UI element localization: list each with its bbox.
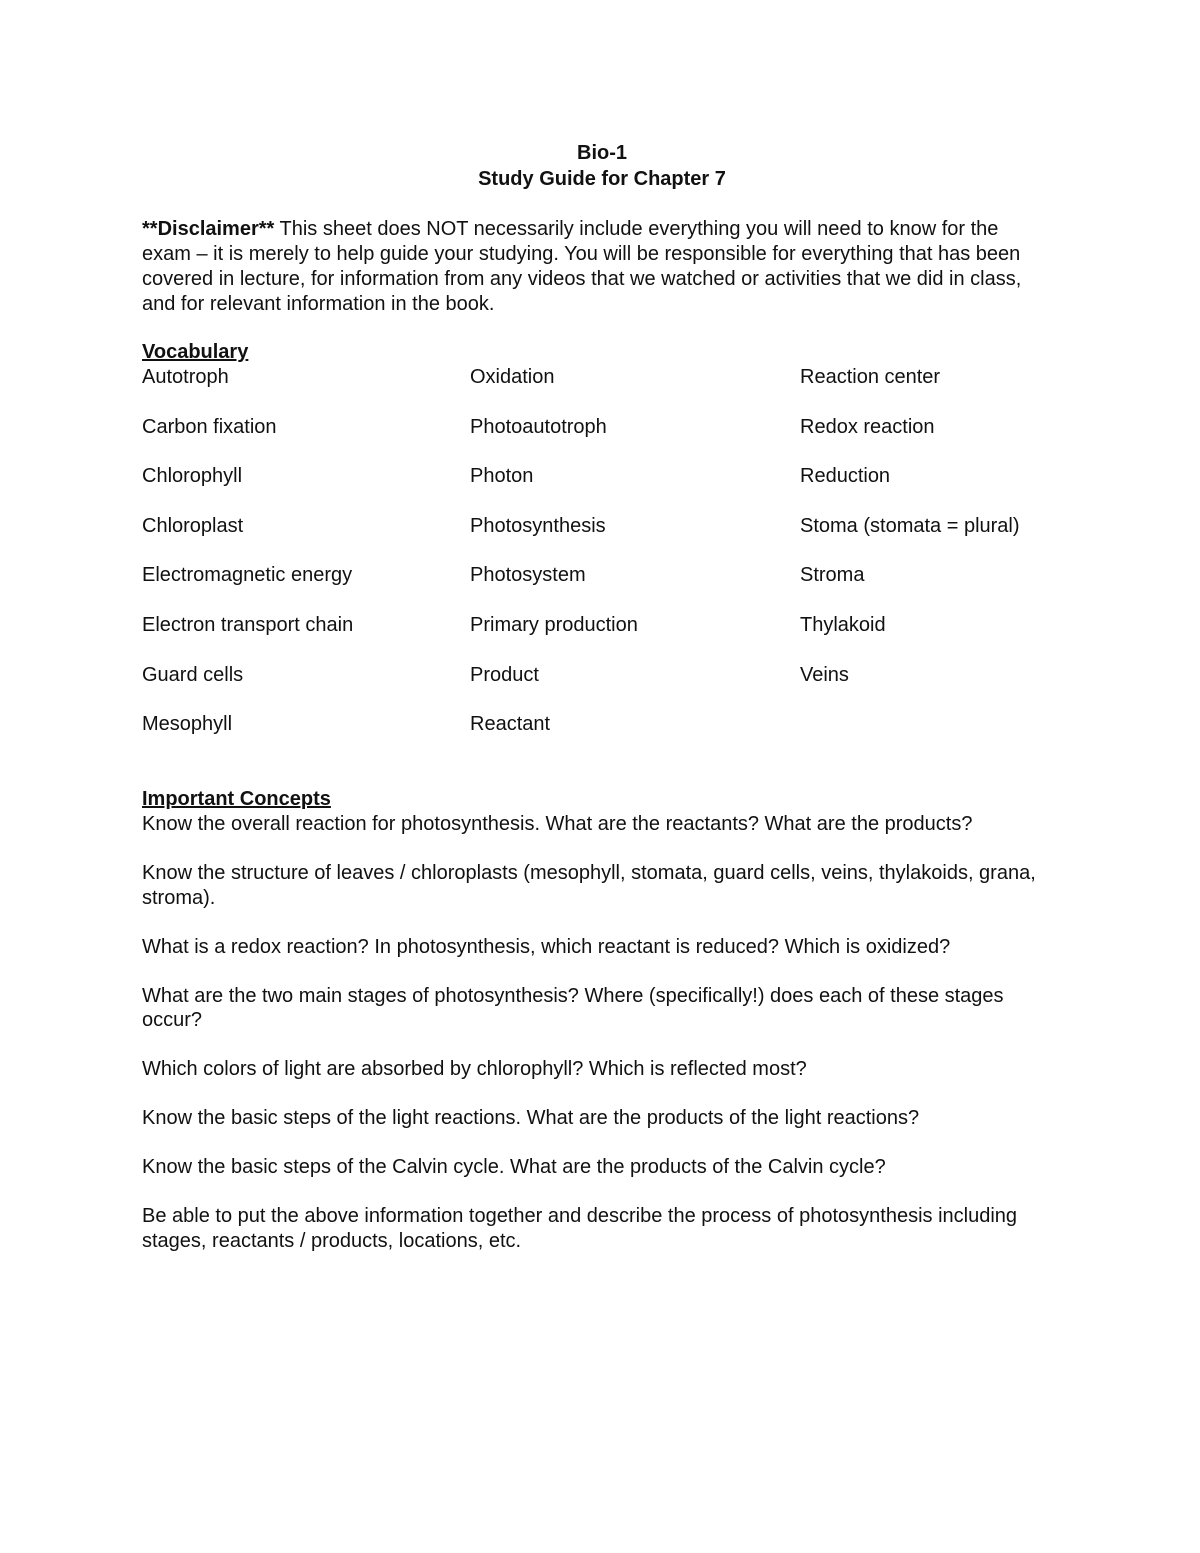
disclaimer-label: **Disclaimer** [142, 218, 275, 240]
disclaimer-text: This sheet does NOT necessarily include everything you will need to know for the exam – it is merely to help guide your studying. You will be responsible for everything that has been covered in lecture, for information from any videos that we watched or activities that we did in class, and for relevant information in the book. [142, 218, 1022, 315]
concept-item: What is a redox reaction? In photosynthesis, which reactant is reduced? Which is oxidized? [142, 935, 951, 958]
course-name: Bio-1 [577, 142, 627, 164]
concept-item: Know the overall reaction for photosynthesis. What are the reactants? What are the products? [142, 813, 973, 835]
concept-item: Be able to put the above information together and describe the process of photosynthesis including stages, reactants / products, locations, etc. [142, 1205, 1018, 1252]
vocab-term: Product [470, 663, 539, 686]
concept-item: What are the two main stages of photosynthesis? Where (specifically!) does each of these stages occur? [142, 984, 1004, 1031]
vocab-term: Chlorophyll [142, 465, 243, 488]
vocab-term: Photoautotroph [470, 415, 607, 438]
concept-item: Know the basic steps of the Calvin cycle. What are the products of the Calvin cycle? [142, 1156, 886, 1178]
vocabulary-heading: Vocabulary [142, 341, 249, 363]
concept-item: Which colors of light are absorbed by chlorophyll? Which is reflected most? [142, 1058, 807, 1080]
vocab-term: Photon [470, 465, 534, 488]
vocab-term: Photosynthesis [470, 514, 606, 537]
vocab-term: Veins [800, 663, 849, 686]
vocab-term: Electron transport chain [142, 613, 354, 636]
concept-item: Know the structure of leaves / chloroplasts (mesophyll, stomata, guard cells, veins, thylakoids, grana, stroma). [142, 862, 1036, 909]
vocab-term: Reaction center [800, 366, 941, 388]
concepts-list [142, 812, 1057, 1278]
vocab-term: Stroma [800, 564, 865, 587]
document-page [142, 0, 1062, 1553]
vocabulary-list [142, 365, 1062, 762]
vocab-term [800, 712, 1062, 762]
vocab-term: Autotroph [142, 366, 229, 388]
page-title: Study Guide for Chapter 7 [478, 168, 726, 190]
vocab-term: Thylakoid [800, 613, 886, 636]
vocab-term: Reduction [800, 465, 891, 488]
vocab-term: Mesophyll [142, 713, 233, 736]
disclaimer-paragraph [142, 217, 1052, 317]
concepts-heading: Important Concepts [142, 788, 331, 810]
vocab-term: Photosystem [470, 564, 586, 587]
vocab-term: Chloroplast [142, 514, 244, 537]
vocab-term: Electromagnetic energy [142, 564, 353, 587]
title-block [142, 140, 1062, 192]
vocab-term: Redox reaction [800, 415, 935, 438]
concept-item: Know the basic steps of the light reactions. What are the products of the light reactions? [142, 1107, 920, 1129]
vocab-term: Guard cells [142, 663, 244, 686]
vocab-term: Primary production [470, 613, 638, 636]
vocab-term: Oxidation [470, 366, 555, 388]
vocab-term: Carbon fixation [142, 415, 277, 438]
vocab-term: Reactant [470, 713, 551, 736]
vocab-term: Stoma (stomata = plural) [800, 514, 1020, 537]
